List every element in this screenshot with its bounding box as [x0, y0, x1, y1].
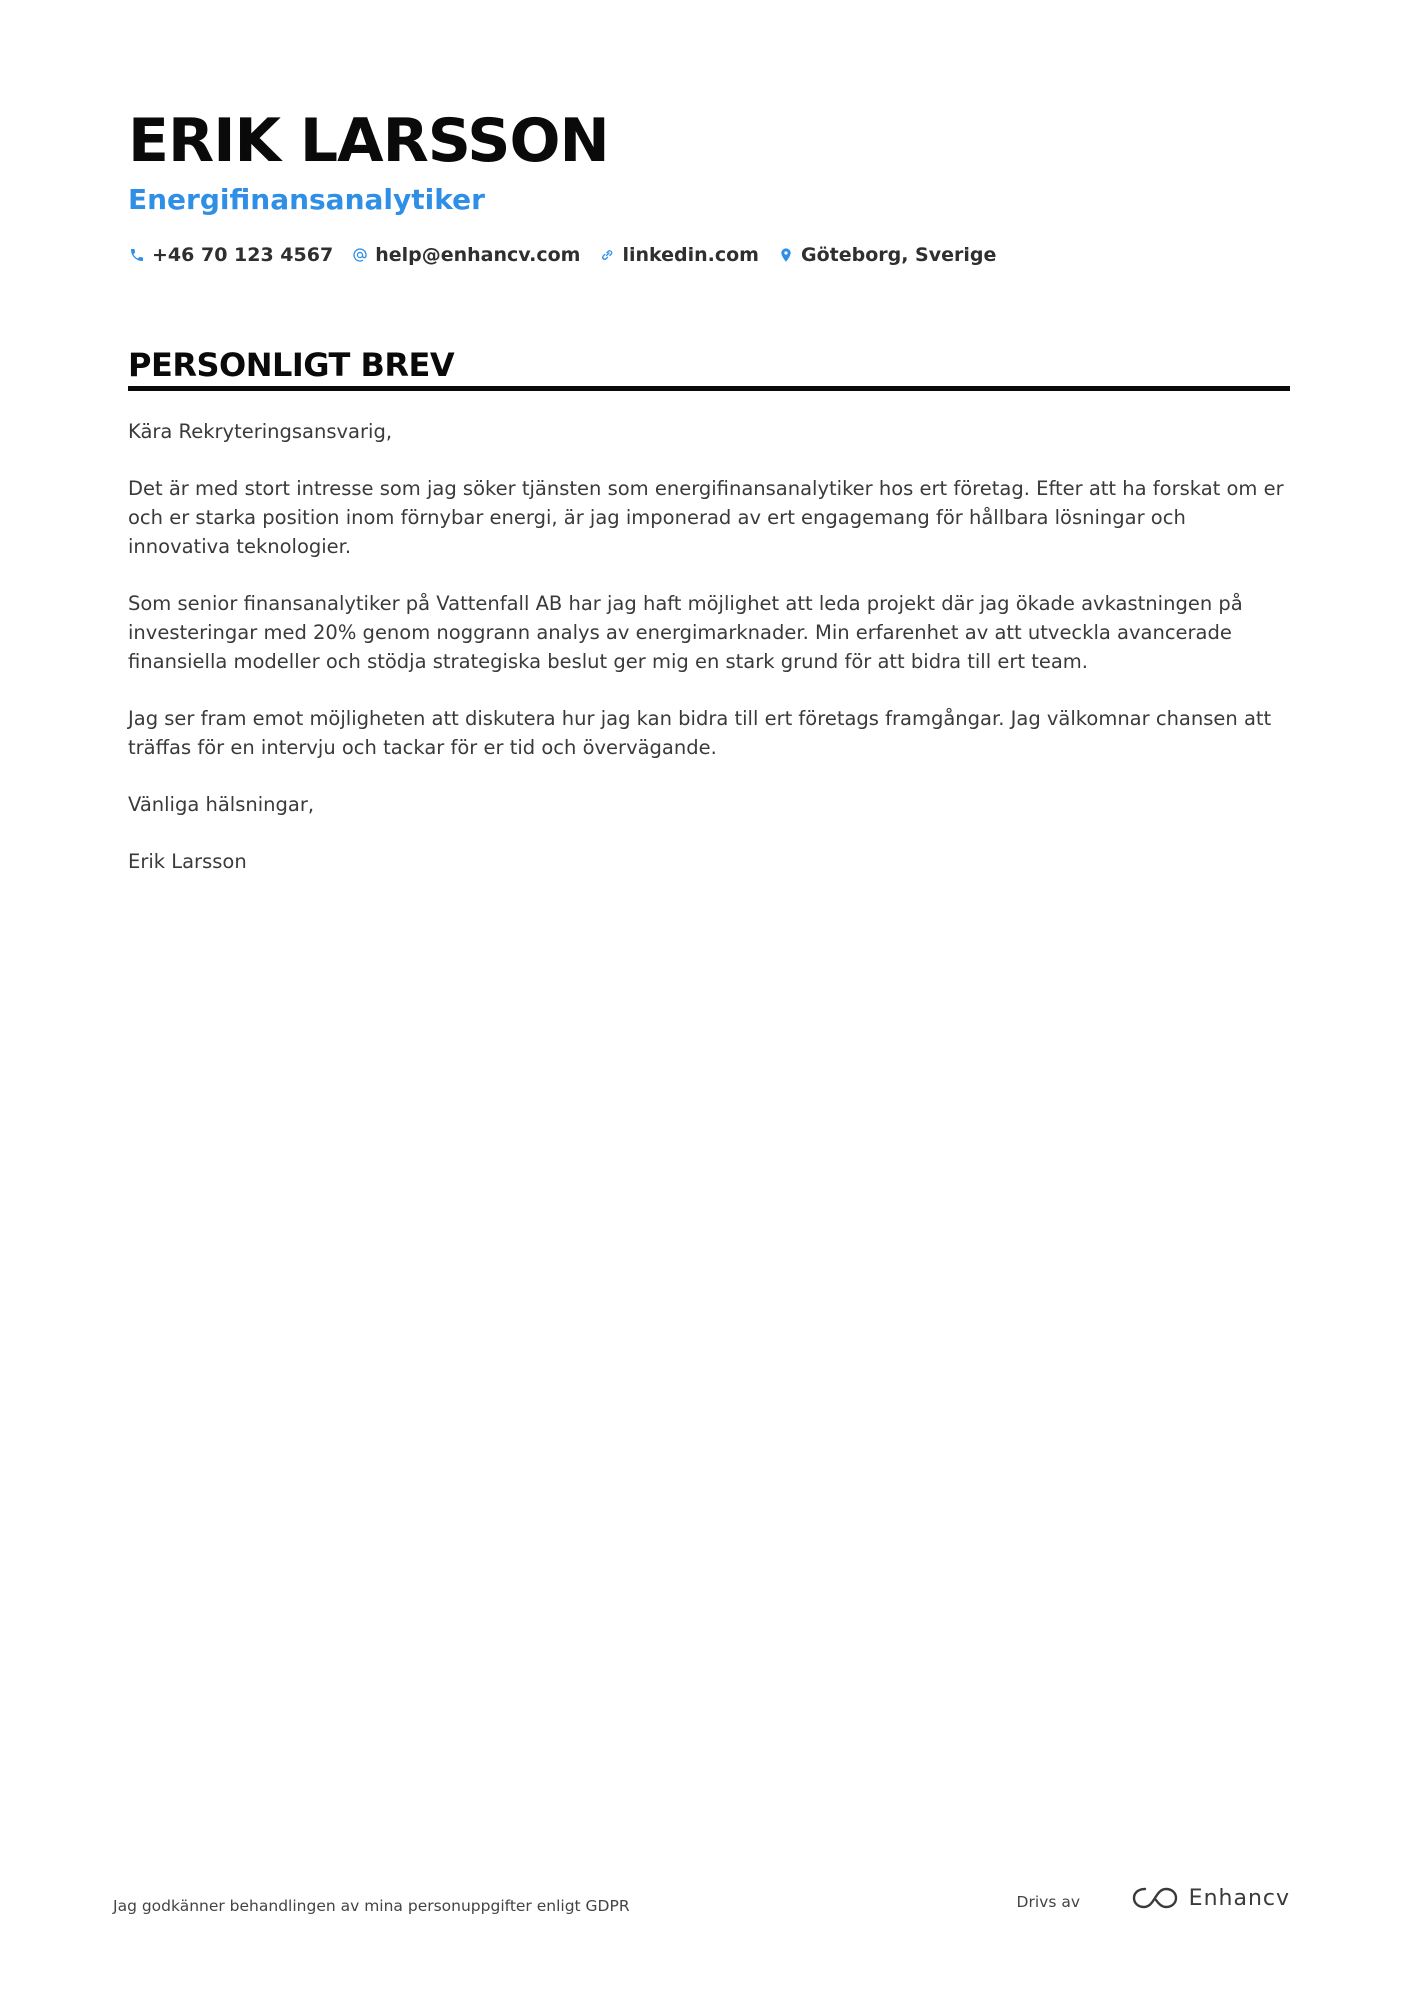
gdpr-consent-text: Jag godkänner behandlingen av mina personuppgifter enligt GDPR — [113, 1897, 630, 1915]
letter-paragraph: Det är med stort intresse som jag söker tjänsten som energifinansanalytiker hos ert företag. Efter att ha forskat om er och er starka position inom förnybar energi, är jag imponerad av ert engagemang för hållbara lösningar och innovativa teknologier. — [128, 476, 1284, 558]
contact-phone-text: +46 70 123 4567 — [152, 243, 334, 266]
page-footer — [113, 1885, 1290, 1920]
letter-paragraph: Jag ser fram emot möjligheten att diskutera hur jag kan bidra till ert företags framgångar. Jag välkomnar chansen att träffas för en intervju och tackar för er tid och övervägande. — [128, 706, 1272, 759]
contact-linkedin[interactable] — [598, 244, 759, 266]
location-icon — [777, 246, 795, 264]
letter-paragraph: Som senior finansanalytiker på Vattenfall AB har jag haft möjlighet att leda projekt där jag ökade avkastningen på investeringar med 20% genom noggrann analys av energimarknader. Min erfarenhet av att utveckla avancerade finansiella modeller och stödja strategiska beslut ger mig en stark grund för att bidra till ert team. — [128, 591, 1243, 673]
letter-closing: Vänliga hälsningar, — [128, 792, 315, 816]
enhancv-logo-icon — [1131, 1884, 1179, 1912]
enhancv-brand-link[interactable] — [1131, 1884, 1290, 1912]
cover-letter-page — [128, 105, 1290, 904]
brand-name: Enhancv — [1188, 1885, 1290, 1911]
contact-location-text: Göteborg, Sverige — [800, 243, 997, 266]
contact-email-text: help@enhancv.com — [375, 243, 581, 266]
phone-icon — [128, 246, 146, 264]
contact-location — [777, 244, 996, 266]
contact-email[interactable] — [351, 244, 580, 266]
at-icon — [351, 246, 369, 264]
contact-bar — [128, 244, 1290, 266]
candidate-role: Energifinansanalytiker — [128, 183, 485, 216]
letter-greeting: Kära Rekryteringsansvarig, — [128, 419, 393, 443]
letter-signature: Erik Larsson — [128, 849, 247, 873]
powered-by-label: Drivs av — [1016, 1893, 1080, 1911]
contact-phone[interactable] — [128, 244, 333, 266]
link-icon — [598, 246, 616, 264]
letter-body — [128, 417, 1290, 876]
section-title: PERSONLIGT BREV — [128, 345, 455, 384]
section-divider — [128, 386, 1290, 391]
contact-linkedin-text: linkedin.com — [622, 243, 759, 266]
candidate-name: ERIK LARSSON — [128, 106, 609, 176]
